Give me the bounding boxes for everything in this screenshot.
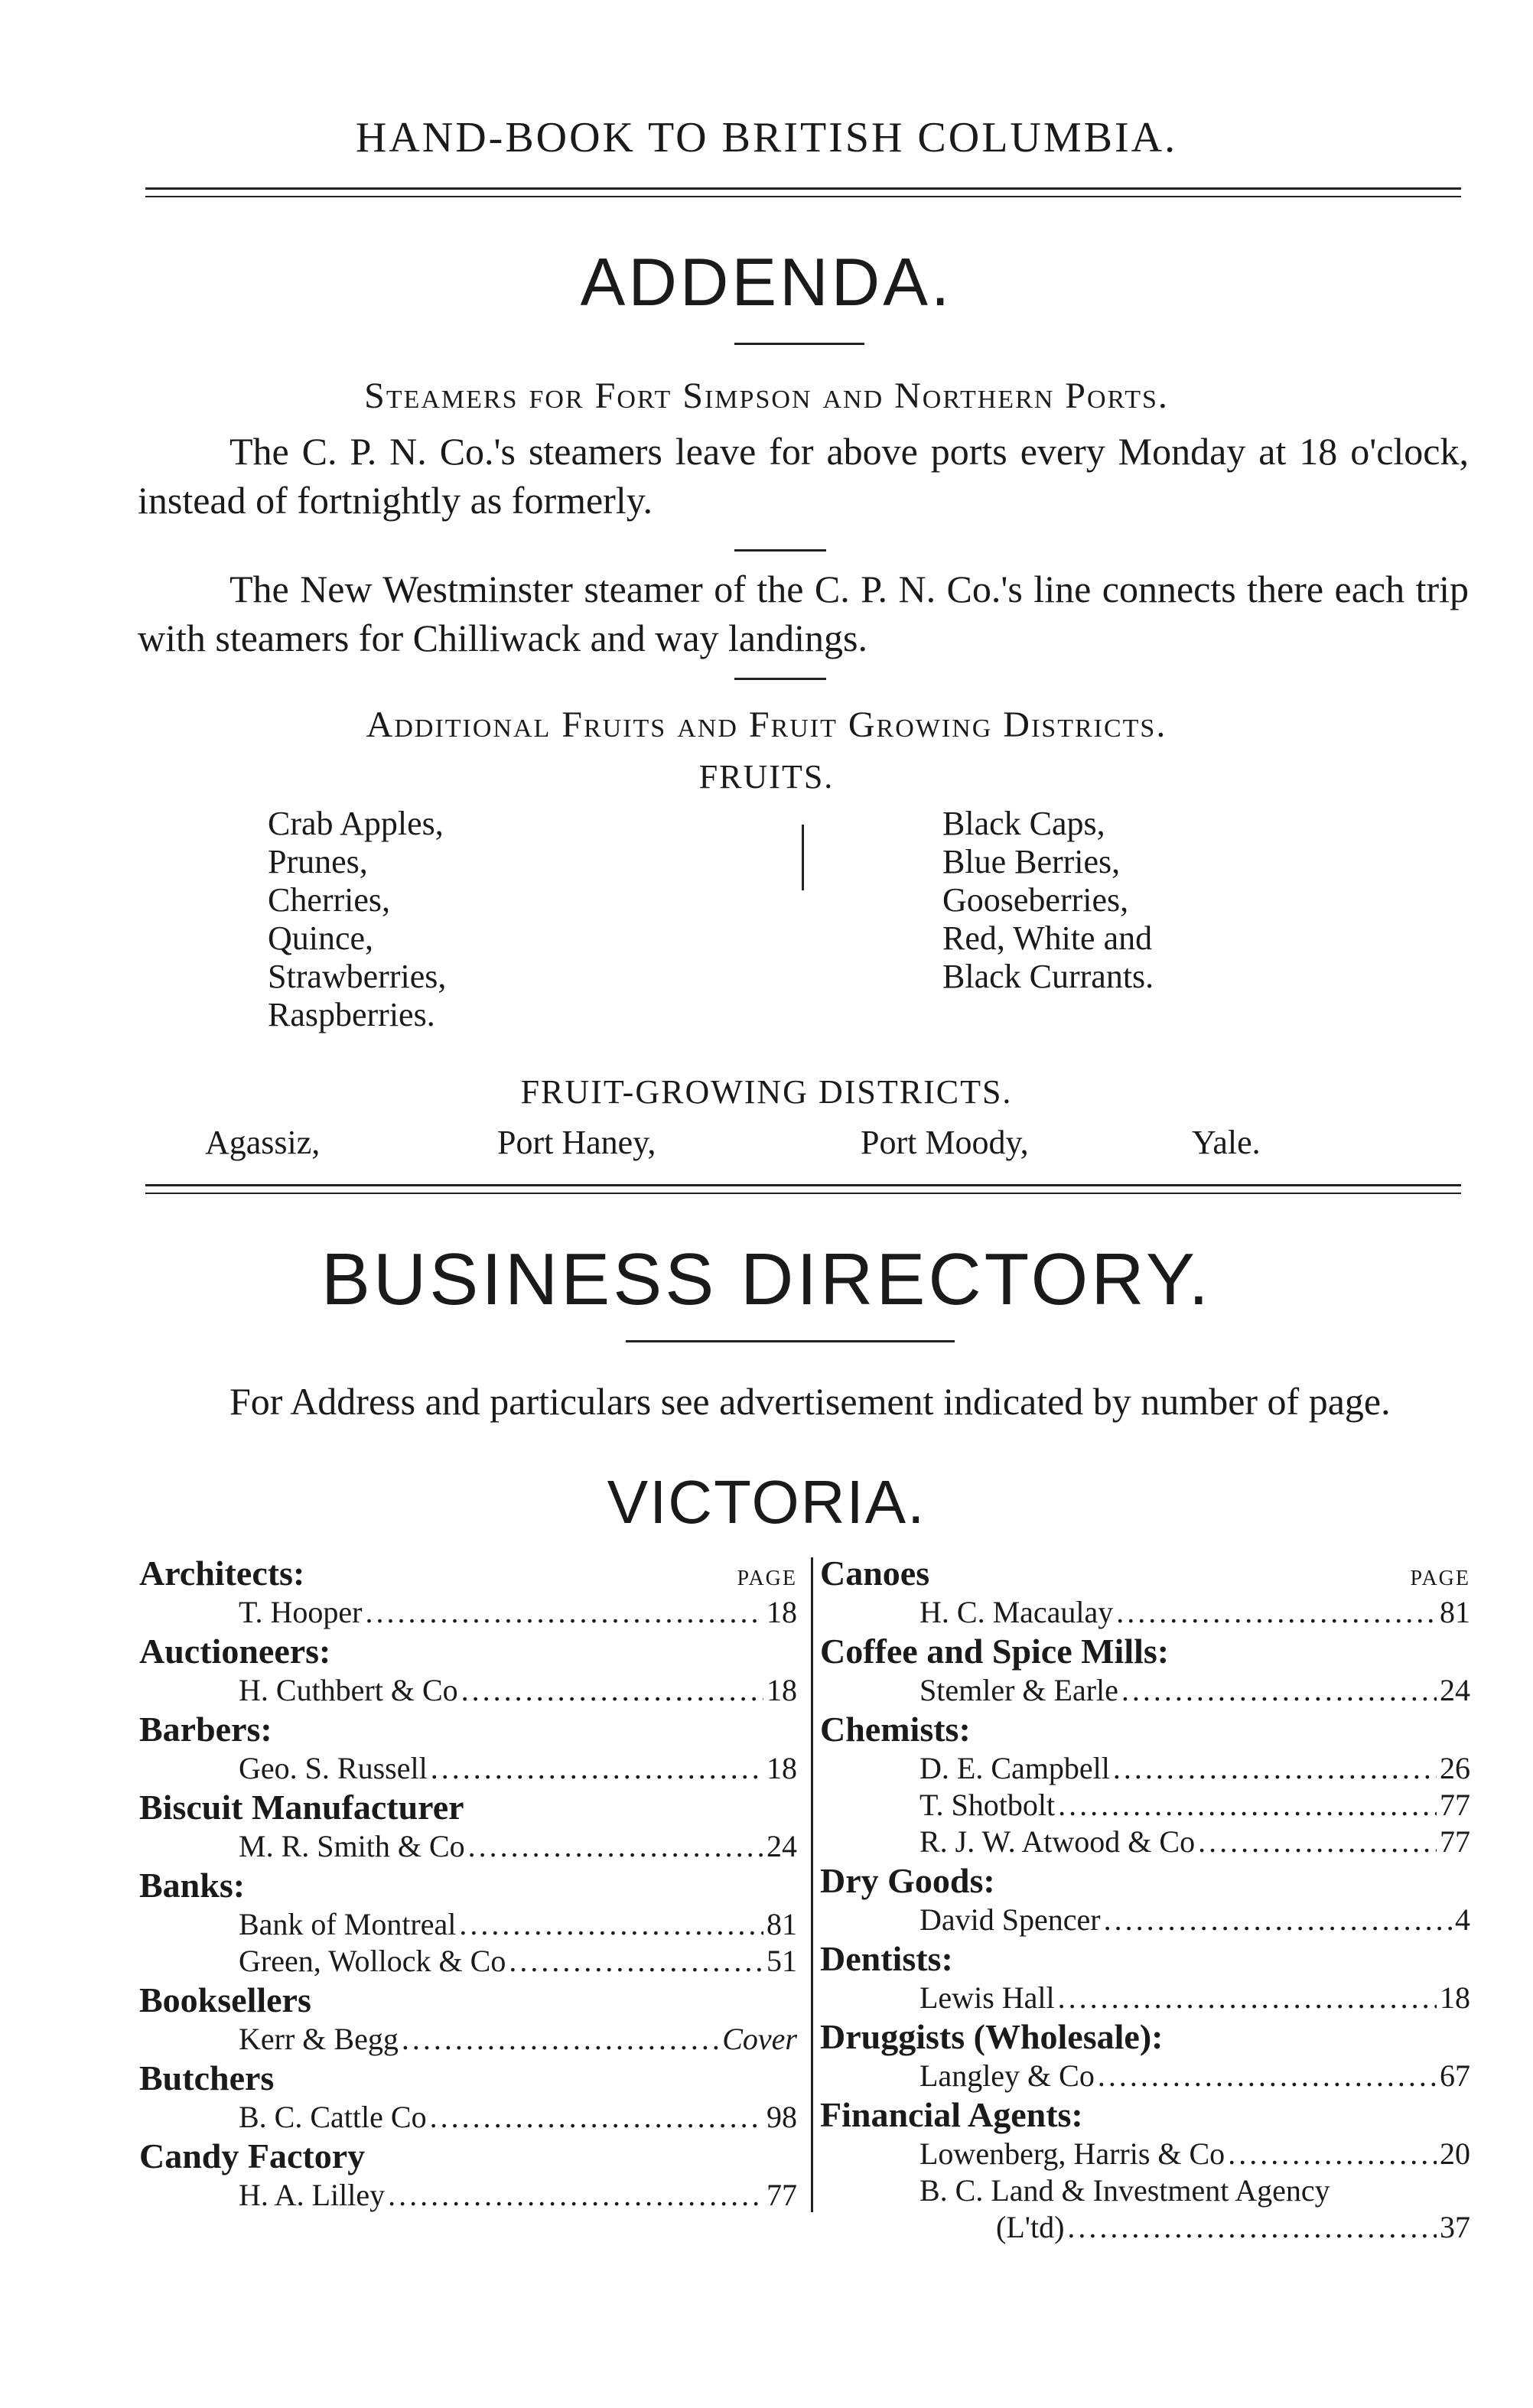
steamers-text: The C. P. N. Co.'s steamers leave for above ports every Monday at 18 o'clock, instead of fortnightly as formerly.	[138, 430, 1469, 522]
steamers-rule	[734, 549, 826, 552]
city-heading: VICTORIA.	[607, 1468, 926, 1536]
fruit-item: Crab Apples,	[268, 805, 444, 842]
directory-intro-text: For Address and particulars see advertisement indicated by number of page.	[229, 1380, 1391, 1423]
page-column-label: PAGE	[1410, 1567, 1470, 1590]
entry-page: 20	[1440, 2136, 1470, 2171]
entry-page: 81	[1440, 1595, 1470, 1629]
directory-entry	[139, 1828, 797, 1865]
category-heading: Chemists:	[820, 1710, 971, 1749]
page-column-label: PAGE	[737, 1567, 797, 1590]
entry-page: 24	[766, 1829, 797, 1863]
entry-page: 98	[766, 2100, 797, 2134]
dot-leader	[1098, 2058, 1437, 2094]
entry-name: Green, Wollock & Co	[239, 1944, 506, 1978]
directory-entry	[820, 2058, 1470, 2094]
entry-page: 77	[1440, 1788, 1470, 1822]
entry-page: 18	[766, 1595, 797, 1629]
directory-entry	[139, 1906, 797, 1943]
entry-page: 26	[1440, 1751, 1470, 1785]
entry-name: R. J. W. Atwood & Co	[919, 1824, 1196, 1859]
dot-leader	[461, 1672, 763, 1709]
entry-name: T. Shotbolt	[919, 1788, 1056, 1822]
fruits-left-list	[268, 805, 446, 1034]
entry-name: D. E. Campbell	[919, 1751, 1110, 1785]
dot-leader	[430, 2099, 763, 2136]
entry-name: Lowenberg, Harris & Co	[919, 2136, 1225, 2171]
fruit-item: Prunes,	[268, 843, 368, 880]
fruit-item: Red, White and	[942, 919, 1153, 957]
category-label: Architects:	[139, 1554, 305, 1593]
dot-leader	[402, 2021, 719, 2058]
addenda-title: ADDENDA.	[580, 244, 953, 320]
dot-leader	[365, 1594, 763, 1631]
dot-leader	[1198, 1824, 1437, 1860]
category-heading: Butchers	[139, 2058, 275, 2097]
directory-entry	[820, 1672, 1470, 1709]
dot-leader	[1104, 1902, 1452, 1938]
category-heading	[139, 1553, 797, 1594]
steamers-heading: Steamers for Fort Simpson and Northern Ports.	[364, 376, 1169, 416]
category-heading: Dry Goods:	[820, 1861, 995, 1900]
district-item: Port Haney,	[497, 1124, 656, 1161]
fruit-item: Strawberries,	[268, 958, 447, 995]
addenda-title-rule	[734, 343, 864, 345]
running-head: HAND-BOOK TO BRITISH COLUMBIA.	[355, 114, 1178, 161]
entry-name: H. A. Lilley	[239, 2178, 386, 2212]
category-heading: Financial Agents:	[820, 2095, 1083, 2134]
entry-name: H. Cuthbert & Co	[239, 1673, 458, 1707]
category-heading: Auctioneers:	[139, 1632, 331, 1671]
entry-page: 77	[766, 2178, 797, 2212]
entry-name: Kerr & Begg	[239, 2022, 399, 2056]
dot-leader	[1067, 2209, 1437, 2246]
westminster-rule	[734, 678, 826, 680]
entry-page: 18	[1440, 1980, 1470, 2015]
directory-right-column	[820, 1553, 1470, 2246]
category-heading: Dentists:	[820, 1939, 953, 1978]
category-heading: Barbers:	[139, 1710, 272, 1749]
directory-entry	[139, 1594, 797, 1631]
fruit-item: Gooseberries,	[942, 881, 1129, 919]
dot-leader	[1116, 1594, 1437, 1631]
entry-page: 67	[1440, 2058, 1470, 2093]
dot-leader	[1113, 1750, 1437, 1787]
fruits-subheading: FRUITS.	[698, 758, 835, 796]
fruit-item: Raspberries.	[268, 996, 435, 1033]
entry-page: 4	[1455, 1902, 1470, 1937]
entry-name: H. C. Macaulay	[919, 1595, 1114, 1629]
column-divider	[811, 1557, 813, 2212]
directory-entry	[820, 1750, 1470, 1787]
dot-leader	[509, 1943, 763, 1980]
districts-heading: FRUIT-GROWING DISTRICTS.	[520, 1073, 1013, 1111]
fruits-heading: Additional Fruits and Fruit Growing Districts.	[366, 705, 1167, 745]
entry-name: T. Hooper	[239, 1595, 363, 1629]
entry-name: Geo. S. Russell	[239, 1751, 428, 1785]
entry-page: 24	[1440, 1673, 1470, 1707]
directory-title-rule	[626, 1340, 955, 1342]
category-label: Canoes	[820, 1554, 930, 1593]
fruit-item: Quince,	[268, 919, 374, 957]
entry-name: Lewis Hall	[919, 1980, 1055, 2015]
directory-entry	[820, 2209, 1470, 2246]
entry-name: David Spencer	[919, 1902, 1101, 1937]
entry-page: 77	[1440, 1824, 1470, 1859]
entry-page: 51	[766, 1944, 797, 1978]
category-heading: Banks:	[139, 1866, 246, 1905]
dot-leader	[468, 1828, 763, 1865]
category-heading: Booksellers	[139, 1980, 311, 2019]
header-rule	[145, 187, 1461, 197]
dot-leader	[388, 2177, 763, 2214]
district-item: Port Moody,	[861, 1124, 1029, 1161]
entry-name: Stemler & Earle	[919, 1673, 1118, 1707]
directory-entry	[820, 1787, 1470, 1824]
dot-leader	[1058, 1787, 1437, 1824]
category-heading: Coffee and Spice Mills:	[820, 1632, 1170, 1671]
directory-entry	[820, 2172, 1470, 2209]
directory-intro	[138, 1377, 1469, 1426]
category-heading: Biscuit Manufacturer	[139, 1788, 464, 1827]
district-item: Agassiz,	[205, 1124, 321, 1161]
entry-name: Langley & Co	[919, 2058, 1095, 2093]
section-rule	[145, 1184, 1461, 1194]
fruits-divider	[802, 825, 804, 890]
entry-name: M. R. Smith & Co	[239, 1829, 465, 1863]
entry-page: 37	[1440, 2210, 1470, 2244]
entry-name: Bank of Montreal	[239, 1907, 457, 1941]
directory-entry	[139, 1750, 797, 1787]
dot-leader	[431, 1750, 763, 1787]
steamers-paragraph	[138, 427, 1469, 525]
fruit-item: Black Currants.	[942, 958, 1154, 995]
westminster-text: The New Westminster steamer of the C. P. N. Co.'s line connects there each trip with steamers for Chilliwack and way landings.	[138, 568, 1469, 659]
category-heading	[820, 1553, 1470, 1594]
dot-leader	[1121, 1672, 1437, 1709]
directory-left-column	[139, 1553, 797, 2214]
category-heading: Candy Factory	[139, 2136, 366, 2175]
dot-leader	[1228, 2136, 1437, 2172]
entry-name: B. C. Cattle Co	[239, 2100, 427, 2134]
directory-entry	[820, 1824, 1470, 1860]
directory-title: BUSINESS DIRECTORY.	[321, 1238, 1212, 1320]
entry-name: (L'td)	[996, 2210, 1065, 2244]
entry-name: B. C. Land & Investment Agency	[919, 2173, 1330, 2208]
directory-entry	[139, 2177, 797, 2214]
directory-entry	[139, 1943, 797, 1980]
directory-entry	[820, 1594, 1470, 1631]
entry-page: 81	[766, 1907, 797, 1941]
fruits-right-list	[942, 805, 1154, 996]
entry-page: Cover	[722, 2022, 797, 2056]
dot-leader	[459, 1906, 763, 1943]
directory-entry	[820, 2136, 1470, 2172]
directory-entry	[139, 1672, 797, 1709]
directory-entry	[820, 1902, 1470, 1938]
district-item: Yale.	[1192, 1124, 1261, 1161]
directory-entry	[820, 1980, 1470, 2016]
entry-page: 18	[766, 1751, 797, 1785]
directory-entry	[139, 2099, 797, 2136]
entry-page: 18	[766, 1673, 797, 1707]
directory-entry	[139, 2021, 797, 2058]
fruit-item: Blue Berries,	[942, 843, 1121, 880]
westminster-paragraph	[138, 565, 1469, 662]
fruit-item: Black Caps,	[942, 805, 1105, 842]
dot-leader	[1058, 1980, 1437, 2016]
category-heading: Druggists (Wholesale):	[820, 2017, 1164, 2056]
fruit-item: Cherries,	[268, 881, 391, 919]
